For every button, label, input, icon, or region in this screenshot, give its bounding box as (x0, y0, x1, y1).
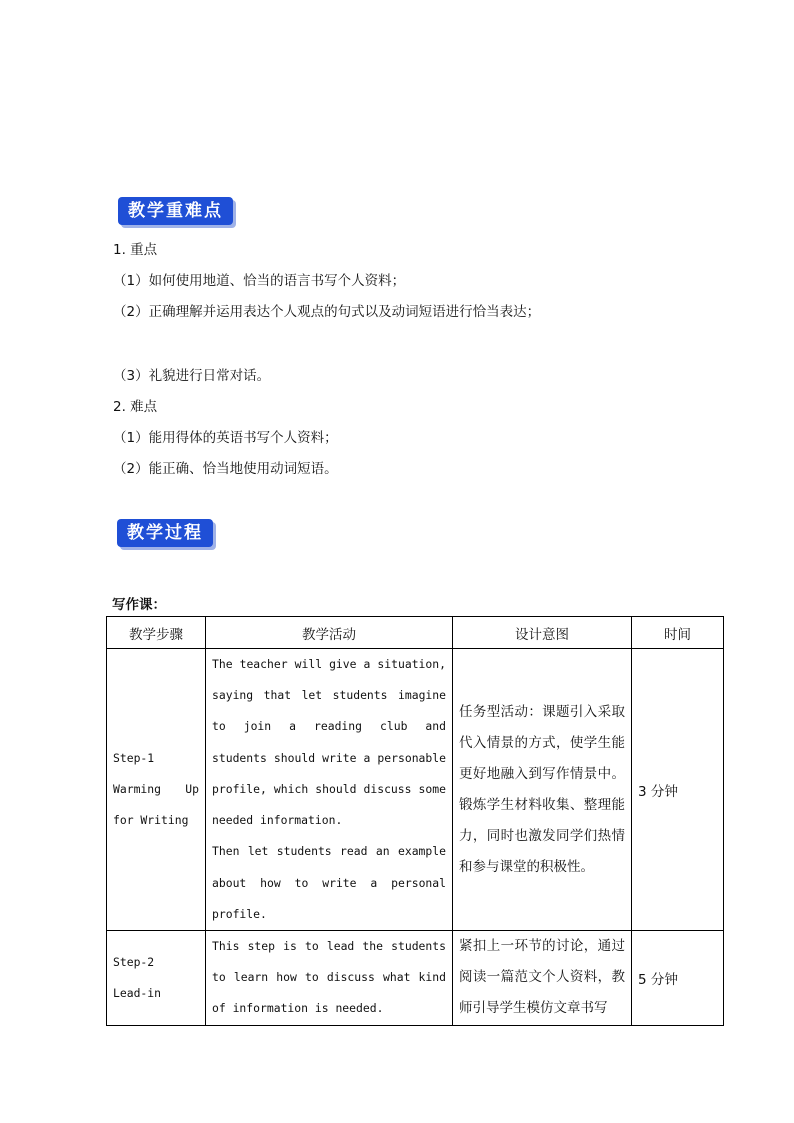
activity-text: The teacher will give a situation, saying that let students imagine to join a reading club and students should write a personable profile, which should discuss some needed information. (212, 657, 446, 828)
intent-cell: 紧扣上一环节的讨论，通过阅读一篇范文个人资料，教师引导学生模仿文章书写 (453, 931, 632, 1026)
activity-cell (206, 931, 453, 1026)
activity-text: Then let students read an example about how to write a personal profile. (212, 844, 446, 921)
step-line: Lead-in (113, 985, 162, 1000)
section-badge-difficulties: 教学重难点 (118, 197, 233, 225)
activity-text: This step is to lead the students to learn how to discuss what kind of information is needed. (212, 939, 446, 1016)
lesson-table (106, 616, 724, 1026)
header-intent: 设计意图 (453, 617, 632, 649)
table-row (107, 931, 724, 1026)
table-row (107, 649, 724, 931)
header-time: 时间 (632, 617, 724, 649)
step-line: Step-2 (113, 954, 155, 969)
step-cell (107, 931, 206, 1026)
key-point-item: （3）礼貌进行日常对话。 (113, 368, 271, 384)
time-cell: 5 分钟 (632, 931, 724, 1026)
step-line: for Writing (113, 813, 189, 828)
difficult-point-item: （2）能正确、恰当地使用动词短语。 (113, 461, 338, 477)
section-badge-process: 教学过程 (117, 519, 213, 547)
step-line: Warming Up (113, 781, 199, 796)
table-header-row (107, 617, 724, 649)
lesson-type-label: 写作课： (112, 597, 166, 613)
key-point-item: （1）如何使用地道、恰当的语言书写个人资料； (113, 273, 406, 289)
header-step: 教学步骤 (107, 617, 206, 649)
difficult-point-item: （1）能用得体的英语书写个人资料； (113, 430, 338, 446)
intent-cell: 任务型活动：课题引入采取代入情景的方式，使学生能更好地融入到写作情景中。锻炼学生材料收集、整理能力，同时也激发同学们热情和参与课堂的积极性。 (453, 649, 632, 931)
activity-cell (206, 649, 453, 931)
key-points-heading: 1. 重点 (113, 242, 158, 258)
header-activity: 教学活动 (206, 617, 453, 649)
difficult-points-heading: 2. 难点 (113, 399, 158, 415)
time-cell: 3 分钟 (632, 649, 724, 931)
step-line: Step-1 (113, 750, 155, 765)
key-point-item: （2）正确理解并运用表达个人观点的句式以及动词短语进行恰当表达； (113, 304, 541, 320)
step-cell (107, 649, 206, 931)
